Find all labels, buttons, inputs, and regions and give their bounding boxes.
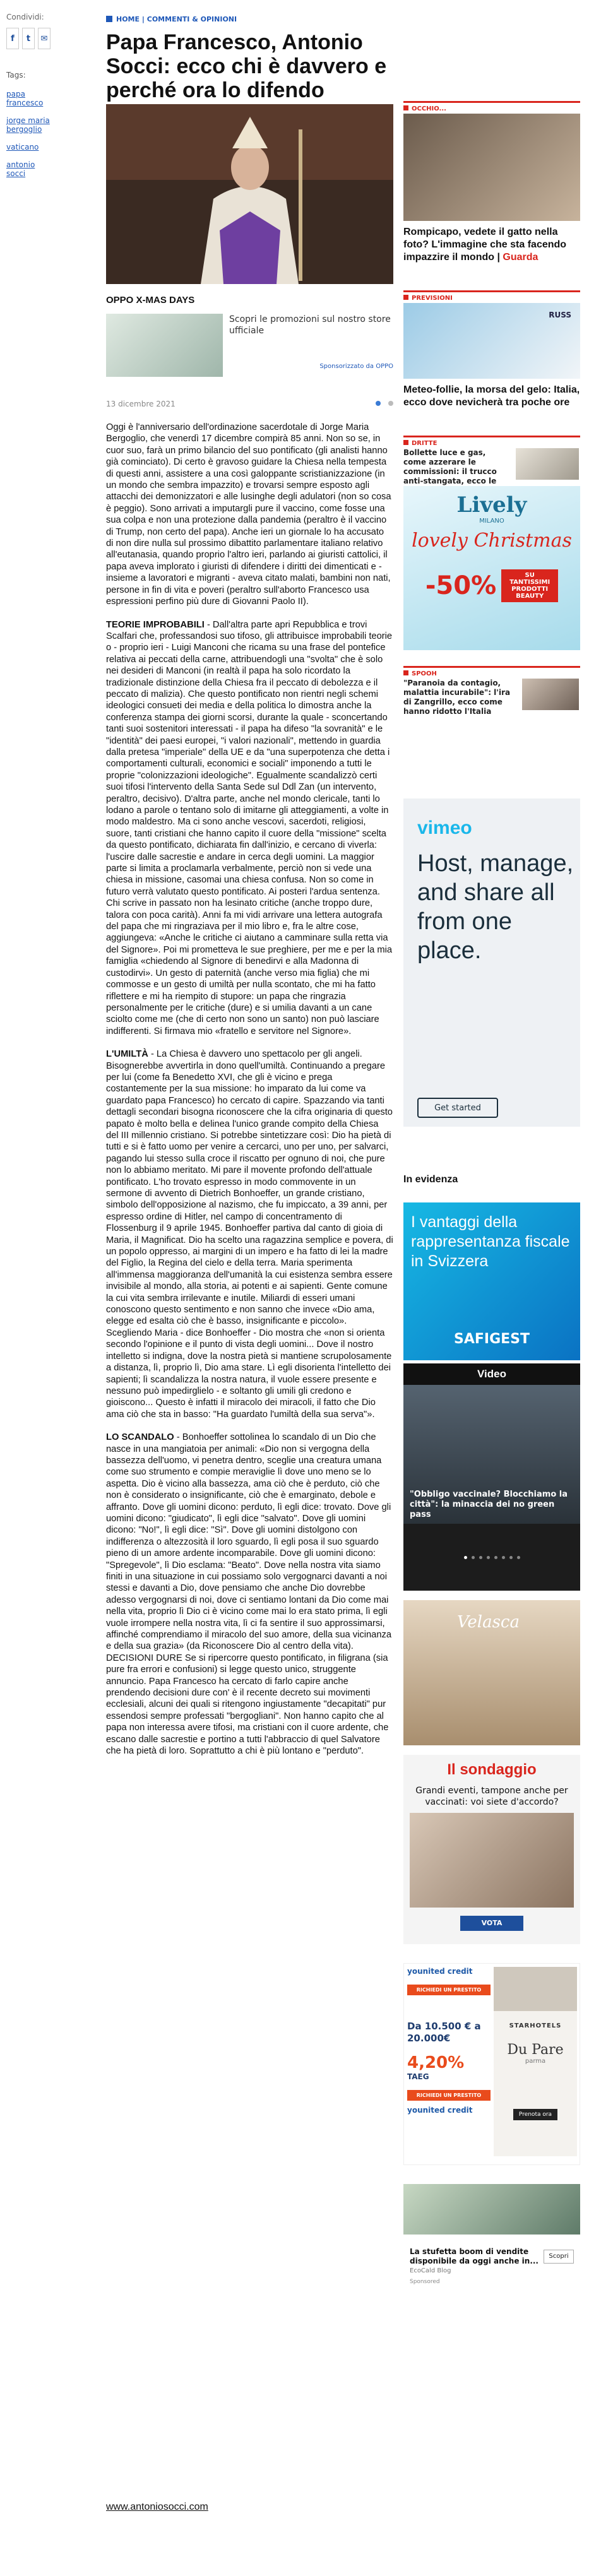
article-meta bbox=[106, 400, 393, 412]
vote-button[interactable]: VOTA bbox=[460, 1916, 523, 1931]
scopri-button[interactable]: Scopri bbox=[544, 2250, 574, 2264]
velasca-ad[interactable] bbox=[403, 1600, 580, 1745]
vimeo-ad[interactable] bbox=[403, 798, 580, 1127]
breadcrumb bbox=[106, 15, 237, 23]
paragraph: Oggi è l'anniversario dell'ordinazione sacerdotale di Jorge Maria Bergoglio, che venerdì 17 dicembre compirà 85 anni. Non so se, in cuor suo, farà un primo bilancio del suo pontificato (gli analisti hanno già cominciato). Di certo è gravoso guidare la Chiesa nella tempesta di questi anni, assistere a una così galoppante scristianizzazione (in un mondo che sembra impazzito) e trovarsi sempre esposto agli attacchi dei demonizzatori e alle lusinghe degli adulatori (non so cosa è peggio). Sono arrivati a imputargli pure il vaccino, come fosse una sua colpa e non una protezione dalla pandemia (peraltro è il vaccino di Trump, non certo del papa). Anche ieri un giornale lo ha accusato di non dire nulla sul prossimo dibattito parlamentare italiano relativo all'eutanasia, quando proprio l'altro ieri, parlando ai giuristi cattolici, il papa aveva implorato i giuristi di difendere i diritti dei dimenticati e - insieme a lavoratori e migranti - aveva citato malati, bambini non nati, persone in fin di vita e poveri (peraltro sull'aborto Francesco usa espressioni perfino più dure di Giovanni Paolo II). bbox=[106, 422, 391, 607]
article-body bbox=[106, 422, 393, 1769]
tag-link[interactable]: jorge maria bergoglio bbox=[6, 116, 50, 134]
safigest-text: I vantaggi della rappresentanza fiscale in Svizzera bbox=[411, 1213, 570, 1270]
twitter-share-button[interactable]: t bbox=[22, 28, 35, 49]
more-icon[interactable] bbox=[388, 401, 393, 406]
card-title[interactable]: Rompicapo, vedete il gatto nella foto? L'immagine che sta facendo impazzire il mondo | Guarda bbox=[403, 227, 567, 263]
article-date: 13 dicembre 2021 bbox=[106, 400, 176, 408]
get-started-button[interactable]: Get started bbox=[417, 1098, 498, 1118]
ecocald-title[interactable]: La stufetta boom di vendite disponibile da oggi anche in... bbox=[410, 2247, 538, 2265]
pope-photo bbox=[106, 104, 393, 284]
comments-icon[interactable] bbox=[376, 401, 381, 406]
breadcrumb-section[interactable]: COMMENTI & OPINIONI bbox=[146, 15, 237, 23]
author-website-link[interactable]: www.antoniosocci.com bbox=[106, 2502, 208, 2512]
ecocald-image[interactable] bbox=[403, 2184, 580, 2235]
book-button[interactable]: Prenota ora bbox=[513, 2109, 557, 2120]
card-title[interactable]: Meteo-follie, la morsa del gelo: Italia, ecco dove nevicherà tra poche ore bbox=[403, 384, 580, 408]
email-share-button[interactable]: ✉ bbox=[38, 28, 51, 49]
loan-request-button[interactable]: RICHIEDI UN PRESTITO bbox=[407, 2090, 491, 2101]
card-tag: SPOOH bbox=[412, 670, 437, 677]
previsioni-card[interactable] bbox=[403, 290, 580, 409]
weather-map[interactable]: RUSS bbox=[403, 303, 580, 379]
occhio-card[interactable] bbox=[403, 101, 580, 264]
breadcrumb-separator: | bbox=[141, 15, 145, 23]
poll-widget bbox=[403, 1755, 580, 1944]
home-icon bbox=[106, 16, 112, 22]
video-header: Video bbox=[403, 1363, 580, 1385]
lively-ad[interactable]: Lively MILANO lovely Christmas -50% SU TANTISSIMI PRODOTTI BEAUTY bbox=[403, 486, 580, 650]
article-title: Papa Francesco, Antonio Socci: ecco chi è davvero e perché ora lo difendo bbox=[106, 30, 387, 102]
tag-link[interactable]: antonio socci bbox=[6, 160, 35, 178]
tag-link[interactable]: papa francesco bbox=[6, 90, 44, 107]
promo-text[interactable]: Scopri le promozioni sul nostro store ufficiale bbox=[229, 314, 391, 336]
video-caption[interactable]: "Obbligo vaccinale? Blocchiamo la città": la minaccia dei no green pass bbox=[410, 1490, 568, 1519]
card-thumb[interactable] bbox=[516, 448, 579, 480]
card-tag: PREVISIONI bbox=[412, 295, 453, 302]
sponsored-promo[interactable] bbox=[106, 295, 393, 377]
card-thumb[interactable] bbox=[522, 679, 579, 710]
share-label: Condividi: bbox=[6, 13, 44, 21]
ecocald-ad[interactable]: La stufetta boom di vendite disponibile da oggi anche in... EcoCald Blog Sponsored Scopri bbox=[403, 2184, 580, 2279]
facebook-share-button[interactable]: f bbox=[6, 28, 19, 49]
breadcrumb-home[interactable]: HOME bbox=[116, 15, 140, 23]
younited-ad[interactable]: younited credit RICHIEDI UN PRESTITO Da 10.500 € a 20.000€ 4,20% TAEG RICHIEDI UN PRESTITO younited credit STARHOTELS Du Pare parma Prenota ora bbox=[403, 1963, 580, 2165]
paragraph: TEORIE IMPROBABILI - Dall'altra parte apri Repubblica e trovi Scalfari che, professandosi suo tifoso, gli attribuisce improbabili teorie o - proprio ieri - Luigi Manconi che ricama su una frase del pontefice relativa ai peccati della carne, attribuendogli una "svolta" che è solo nei desideri di Manconi (in realtà il papa ha solo ricordato la tradizionale distinzione della Chiesa fra il peccato di debolezza e il peccato di malizia). Che questo pontificato non rientri negli schemi ideologici consueti dei media e della politica lo dimostra anche la conferenza stampa dei giorni scorsi, durante la quale - sconcertando tanti suoi sostenitori interessati - il papa ha difeso "la sovranità" e le "identità" dei paesi europei, "i valori nazionali", mettendo in guardia dalla pretesa "imperiale" della UE e da "una superpotenza che detta i comportamenti culturali, economici e sociali" imponendo a tutti le proprie "colonizzazioni ideologiche". Egualmente scandalizzò certi suoi tifosi l'intervento della Santa Sede sul Ddl Zan (un intervento, peraltro, decisivo). D'altra parte, anche nel mondo clericale, tanti lo lodano a parole o tentano solo di imitarne gli atteggiamenti, a volte in modo maldestro. Ma ci sono anche vescovi, sacerdoti, religiosi, suore, tanti cristiani che hanno capito il cuore della "missione" scelta da questo pontificato, dichiarata fin dall'inizio, e cercano di viverla: l'uscire dalle sacrestie e andare in cerca degli uomini. La maggior parte si limita a proclamarla verbalmente, perciò non si vede una chiesa in missione, casomai una chiesa confusa. Non so come in futuro verrà valutato questo pontificato. Ai posteri l'ardua sentenza. Chi scrive in passato non ha lesinato critiche (anche troppo dure, talora con poca carità). Anni fa mi vidi arrivare una lettera autografa del papa che mi ringraziava per il mio libro e, fra le altre cose, aggiungeva: «Anche le critiche ci aiutano a camminare sulla retta via del Signore». Poi mi prometteva le sue preghiere, per me e per la mia famiglia «chiedendo al Signore di benedirvi e alla Madonna di custodirvi». Un gesto di paternità (anche verso mia figlia) che mi commosse e un gesto di umiltà per nulla scontato, che mi ha fatto riflettere e mi ha riempito di stupore: un papa che ringrazia personalmente per le critiche (dure) e si umilia davanti a un cane sciolto come me (che di certo non sono un santo) non può lasciare indifferenti. Si firmava mio «fratello e servitore nel Signore». bbox=[106, 619, 393, 1036]
poll-title: Il sondaggio bbox=[447, 1761, 537, 1778]
hero-image bbox=[106, 104, 393, 284]
promo-sponsor: Sponsorizzato da OPPO bbox=[319, 363, 393, 370]
card-tag: DRITTE bbox=[412, 440, 437, 447]
safigest-logo: SAFIGEST bbox=[454, 1331, 530, 1347]
vimeo-logo: vimeo bbox=[417, 817, 472, 838]
poll-question: Grandi eventi, tampone anche per vaccinati: voi siete d'accordo? bbox=[415, 1786, 568, 1807]
card-text[interactable]: Bollette luce e gas, come azzerare le commissioni: il trucco anti-stangata, ecco le bbox=[403, 448, 497, 485]
cat-puzzle-image[interactable] bbox=[403, 114, 580, 221]
younited-logo: younited credit bbox=[407, 1967, 473, 1976]
promo-header: OPPO X-MAS DAYS bbox=[106, 295, 195, 306]
promo-image[interactable] bbox=[106, 314, 223, 377]
paragraph: LO SCANDALO - Bonhoeffer sottolinea lo scandalo di un Dio che nasce in una mangiatoia per animali: «Dio non si vergogna della bassezza dell'uomo, vi penetra dentro, sceglie una creatura umana come suo strumento e compie meraviglie lì dove uno meno se lo aspetta. Dio è vicino alla bassezza, ama ciò che è perduto, ciò che non è considerato o insignificante, ciò che è emarginato, debole e affranto. Dove gli uomini dicono: perduto, lì egli dice: trovato. Dove gli uomini dicono: "giudicato", lì egli dice "salvato". Dove gli uomini dicono: "No!", lì egli dice: "Sì". Dove gli uomini distolgono con indifferenza o altezzosità il loro sguardo, lì egli posa il suo sguardo pieno di un amore ardente incomparabile. Dove gli uomini dicono: "Spregevole", lì Dio esclama: "Beato". Dove nella nostra vita siamo finiti in una situazione in cui possiamo solo vergognarci davanti a noi stessi e davanti a Dio, dove pensiamo che anche Dio dovrebbe adesso vergognarsi di noi, dove ci sentiamo lontani da Dio come mai nella vita, proprio lì Dio ci è vicino come mai lo era stato prima, lì egli vuole irrompere nella nostra vita, lì ci fa sentire il suo approssimarsi, affinché comprendiamo il miracolo del suo amore, della sua vicinanza e della sua grazia» (da Riconoscere Dio al centro della vita). DECISIONI DURE Se si ripercorre questo pontificato, in filigrana (sia pure fra errori e confusioni) si legge questo unico, struggente annuncio. Papa Francesco ha cercato di farlo capire anche prendendo decisioni dure con' è il recente decreto sui movimenti ecclesiali, alcuni dei quali si ritengono ingiustamente "decapitati" pur essendosi sempre professati "bergogliani". Non hanno capito che al papa non interessa avere tifosi, ma cristiani con il cuore ardente, che escano dalle sacrestie e portino a tutti l'abbraccio di quel Salvatore che ha pietà di loro. Soprattutto a chi è più lontano e "perduto". bbox=[106, 1432, 392, 1757]
video-widget[interactable] bbox=[403, 1363, 580, 1591]
tag-link[interactable]: vaticano bbox=[6, 143, 39, 151]
safigest-ad[interactable] bbox=[403, 1202, 580, 1360]
velasca-logo: Velasca bbox=[457, 1613, 520, 1632]
spooh-card[interactable] bbox=[403, 666, 580, 716]
vimeo-text: Host, manage, and share all from one place. bbox=[417, 850, 574, 964]
loan-request-button[interactable]: RICHIEDI UN PRESTITO bbox=[407, 1985, 491, 1995]
card-tag: OCCHIO... bbox=[412, 105, 446, 112]
tags-label: Tags: bbox=[6, 71, 26, 80]
in-evidenza-heading: In evidenza bbox=[403, 1174, 458, 1185]
card-text[interactable]: "Paranoia da contagio, malattia incurabile": l'ira di Zangrillo, ecco come hanno ridotto l'Italia bbox=[403, 679, 511, 716]
poll-image bbox=[410, 1813, 574, 1908]
paragraph: L'UMILTÀ - La Chiesa è davvero uno spettacolo per gli angeli. Bisognerebbe avvertirla in dono quell'umiltà. Continuando a pregare per lui (come fa Benedetto XVI, che gli è vicino e prega costantemente per la sua missione: ho imparato da lui come va guardato papa Francesco) ho cercato di capire. Spazzando via tanti dettagli secondari bisogna riconoscere che la cifra originaria di questo papato è molto bella e delinea l'unico grande compito della Chiesa del III millennio cristiano. Si potrebbe sintetizzare così: Dio ha pietà di tutti e si è fatto uomo per venire a cercarci, uno per uno, per salvarci, pagando lui stesso sulla croce il riscatto per ognuno di noi, che pure non lo abbiamo meritato. Mi pare il movente profondo dell'attuale pontificato. L'ho trovato espresso in modo commovente in un sermone di avvento di Dietrich Bonhoeffer, un grande cristiano, simbolo dell'opposizione al nazismo, che fu impiccato, a 39 anni, per espresso ordine di Hitler, nel campo di concentramento di Flossenburg il 9 aprile 1945. Bonhoeffer partiva dal canto di gioia di Maria, il Magnificat. Dio ha scelto una ragazzina semplice e povera, di un popolo oppresso, ai margini di un impero e ha fatto di lei la madre del Figlio, la Regina del cielo e della terra. Maria sperimenta all'immensa maggioranza dell'umanità la cui esistenza sembra essere invisibile al mondo, alla storia, ai potenti e ai sapienti. Gente comune la cui vita sembra irrilevante e inutile. Miliardi di esseri umani conoscono questo sentimento e non sanno che invece «Dio ama, elegge ed esalta ciò che è basso, insignificante e piccolo». Scegliendo Maria - dice Bonhoeffer - Dio mostra che «non si orienta secondo l'opinione e il punto di vista degli uomini... Dove il nostro intelletto si indigna, dove la nostra pietà si mantiene scrupolosamente a distanza, lì, proprio lì, Dio ama stare. Lì egli disorienta l'intelletto dei sapienti; lì scandalizza la nostra natura, il vuole essere presente e nessuno può impedirglielo - e soltanto gli umili gli credono e gioiscono... Questo è infatti il miracolo dei miracoli, il fatto che Dio ama ciò che sta in basso: "Ha guardato l'umiltà della sua serva"». bbox=[106, 1049, 393, 1420]
carousel-dots[interactable] bbox=[403, 1556, 580, 1559]
share-panel bbox=[6, 13, 51, 187]
